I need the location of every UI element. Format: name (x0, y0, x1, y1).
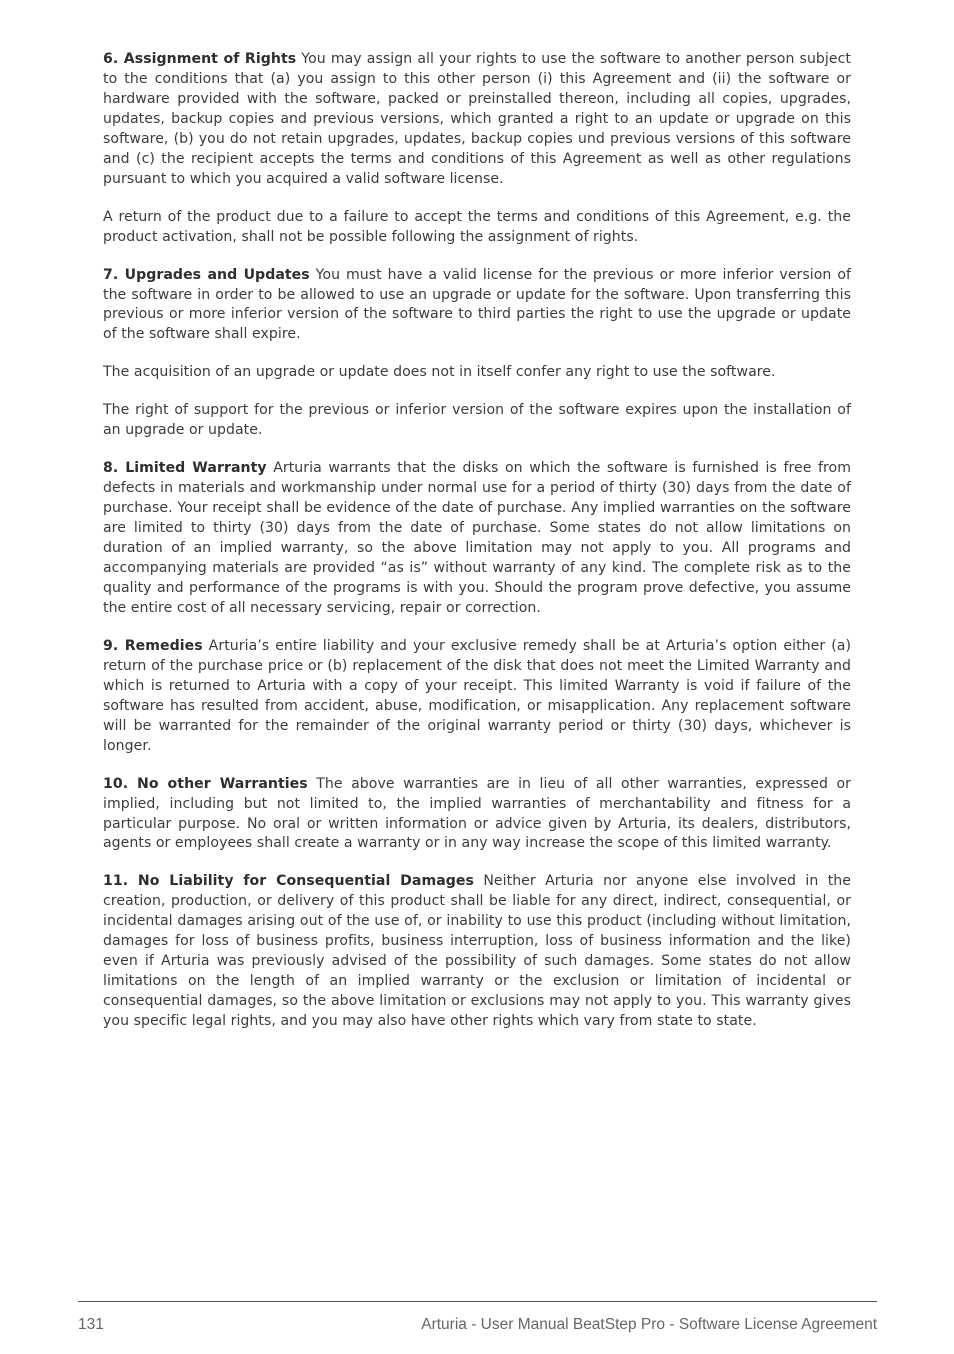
page-footer (78, 1301, 877, 1333)
section-assignment-of-rights (103, 50, 851, 190)
section-no-liability (103, 872, 851, 1032)
page-number: 131 (78, 1316, 104, 1333)
section-text: Arturia warrants that the disks on which the software is furnished is free from defects in materials and workmanship under normal use for a period of thirty (30) days from the date of purchase. Your receipt shall be evidence of the date of purchase. Any implied warranties on the software are limited to thirty (30) days from the date of purchase. Some states do not allow limitations on duration of an implied warranty, so the above limitation may not apply to you. All programs and accompanying materials are provided “as is” without warranty of any kind. The complete risk as to the quality and performance of the programs is with you. Should the program prove defective, you assume the entire cost of all necessary servicing, repair or correction. (103, 460, 851, 616)
paragraph-support-right: The right of support for the previous or inferior version of the software expires upon the installation of an upgrade or update. (103, 402, 851, 439)
section-text: Neither Arturia nor anyone else involved in the creation, production, or delivery of this product shall be liable for any direct, indirect, consequential, or incidental damages arising out of the use of, or inability to use this product (including without limitation, damages for loss of business profits, business interruption, loss of business information and the like) even if Arturia was previously advised of the possibility of such damages. Some states do not allow limitations on the length of an implied warranty or the exclusion or limitation of incidental or consequential damages, so the above limitation or exclusions may not apply to you. This warranty gives you specific legal rights, and you may also have other rights which vary from state to state. (103, 873, 851, 1030)
section-upgrades-and-updates (103, 266, 851, 346)
section-remedies (103, 637, 851, 757)
section-heading: 6. Assignment of Rights (103, 51, 297, 67)
section-heading: 10. No other Warranties (103, 775, 308, 792)
section-text: You may assign all your rights to use the software to another person subject to the conditions that (a) you assign to this other person (i) this Agreement and (ii) the software or hardware provided with the software, packed or preinstalled thereon, including all copies, upgrades, updates, backup copies and previous versions, which granted a right to an update or upgrade on this software, (b) you do not retain upgrades, updates, backup copies und previous versions of this software and (c) the recipient accepts the terms and conditions of this Agreement as well as other regulations pursuant to which you acquired a valid software license. (103, 51, 851, 187)
section-heading: 11. No Liability for Consequential Damages (103, 873, 474, 890)
section-limited-warranty (103, 459, 851, 619)
section-text: The above warranties are in lieu of all other warranties, expressed or implied, including but not limited to, the implied warranties of merchantability and fitness for a particular purpose. No oral or written information or advice given by Arturia, its dealers, distributors, agents or employees shall create a warranty or in any way increase the scope of this limited warranty. (103, 775, 852, 852)
section-text: Arturia’s entire liability and your exclusive remedy shall be at Arturia’s option either (a) return of the purchase price or (b) replacement of the disk that does not meet the Limited Warranty and which is returned to Arturia with a copy of your receipt. This limited Warranty is void if failure of the software has resulted from accident, abuse, modification, or misapplication. Any replacement software will be warranted for the remainder of the original warranty period or thirty (30) days, whichever is longer. (103, 637, 852, 754)
section-heading: 9. Remedies (103, 637, 203, 654)
paragraph-return-note: A return of the product due to a failure to accept the terms and conditions of this Agreement, e.g. the product activation, shall not be possible following the assignment of rights. (103, 208, 851, 245)
section-text: You must have a valid license for the previous or more inferior version of the software in order to be allowed to use an upgrade or update for the software. Upon transferring this previous or more inferior version of the software to third parties the right to use the upgrade or update of the software shall expire. (103, 266, 851, 343)
section-no-other-warranties (103, 775, 851, 855)
footer-title: Arturia - User Manual BeatStep Pro - Software License Agreement (421, 1316, 877, 1333)
document-body (103, 50, 851, 1050)
paragraph-upgrade-acquisition: The acquisition of an upgrade or update does not in itself confer any right to use the software. (103, 364, 776, 381)
section-heading: 8. Limited Warranty (103, 460, 267, 477)
section-heading: 7. Upgrades and Updates (103, 266, 310, 283)
